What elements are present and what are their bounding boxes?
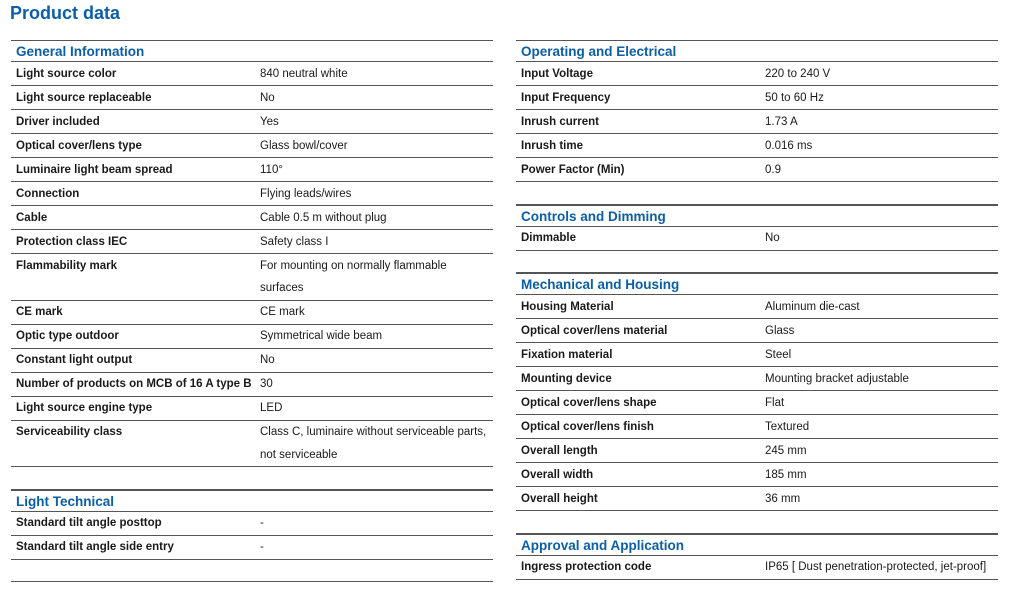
section-spacer [516,182,998,205]
table-row [516,415,998,439]
table-row [11,325,493,349]
section-heading: Controls and Dimming [516,205,998,227]
row-value: 840 neutral white [260,67,348,80]
row-label: Mounting device [521,372,612,385]
row-label: Optical cover/lens shape [521,396,657,409]
section-operating-electrical [516,40,998,205]
section-spacer [516,251,998,274]
table-row [516,295,998,319]
table-row [516,319,998,343]
section-spacer [11,467,493,490]
row-label: Optic type outdoor [16,330,119,342]
table-row [11,182,493,206]
row-label: Number of products on MCB of 16 A type B [16,378,252,390]
row-label: Housing Material [521,300,614,313]
table-row [11,134,493,158]
row-value: No [260,354,275,366]
section-heading: Approval and Application [516,534,998,556]
row-label: Driver included [16,115,100,128]
row-label: Optical cover/lens finish [521,420,654,433]
row-label: Ingress protection code [521,561,652,573]
row-value: Flat [765,396,785,409]
row-value: Textured [765,420,810,433]
table-row [11,62,493,86]
section-spacer [516,511,998,534]
table-row [11,536,493,560]
row-value: No [260,91,275,104]
table-row [11,86,493,110]
section-approval-application [516,534,998,580]
row-value: 30 [260,378,273,390]
row-value: 110° [260,163,283,176]
section-heading: Light Technical [11,490,493,512]
section-heading: Mechanical and Housing [516,273,998,295]
row-label: Input Voltage [521,67,593,80]
row-label: Optical cover/lens material [521,324,668,337]
row-label: Protection class IEC [16,235,128,248]
row-value: - [260,517,264,529]
table-row [516,487,998,511]
section-general-information [11,40,493,490]
row-label: Inrush current [521,115,599,128]
section-mechanical-housing [516,273,998,534]
row-value: 245 mm [765,444,807,457]
row-value: Aluminum die-cast [765,300,860,313]
table-row [11,206,493,230]
row-label: Dimmable [521,232,576,244]
section-light-technical [11,490,493,583]
section-controls-dimming [516,205,998,274]
table-row [516,134,998,158]
table-row [516,439,998,463]
row-value: CE mark [260,306,305,318]
row-label: Light source engine type [16,402,153,414]
table-row [516,556,998,580]
table-row [516,391,998,415]
section-spacer [11,560,493,583]
page-title: Product data [10,3,121,23]
table-row [516,343,998,367]
table-row [11,349,493,373]
row-label: Fixation material [521,348,613,361]
row-label: Overall width [521,468,594,481]
row-value: 185 mm [765,468,807,481]
row-value: No [765,232,780,244]
row-label: Input Frequency [521,91,611,104]
row-value: 0.016 ms [765,139,813,152]
table-row [11,421,493,468]
row-label: Cable [16,211,48,224]
row-value: Mounting bracket adjustable [765,372,909,385]
row-label: Standard tilt angle side entry [16,541,174,553]
table-row [11,397,493,421]
table-row [516,62,998,86]
row-value: Symmetrical wide beam [260,330,383,342]
right-column [516,40,998,580]
row-label: Inrush time [521,139,583,152]
row-value: For mounting on normally flammable surfaces [260,259,447,294]
row-label: Light source replaceable [16,91,152,104]
left-column [11,40,493,582]
row-label: Overall length [521,444,598,457]
row-value: Cable 0.5 m without plug [260,211,387,224]
row-value: IP65 [ Dust penetration-protected, jet-proof] [765,561,987,573]
section-heading: Operating and Electrical [516,40,998,62]
table-row [11,230,493,254]
row-label: Luminaire light beam spread [16,163,173,176]
table-row [516,367,998,391]
row-value: 36 mm [765,492,801,505]
row-value: Class C, luminaire without serviceable parts, not serviceable [260,426,487,461]
table-row [11,254,493,301]
table-row [11,301,493,325]
row-value: 50 to 60 Hz [765,91,824,104]
row-label: Flammability mark [16,259,117,272]
row-value: Glass bowl/cover [260,139,348,152]
table-row [516,463,998,487]
row-value: Safety class I [260,235,329,248]
table-row [516,110,998,134]
row-value: Steel [765,348,792,361]
row-value: Flying leads/wires [260,187,352,200]
row-value: LED [260,402,283,414]
row-label: Standard tilt angle posttop [16,517,162,529]
row-value: 0.9 [765,163,781,176]
row-label: Overall height [521,492,598,505]
row-value: Yes [260,115,279,128]
table-row [11,512,493,536]
table-row [11,110,493,134]
row-label: Connection [16,187,80,200]
row-label: Optical cover/lens type [16,139,142,152]
row-label: Light source color [16,67,117,80]
row-value: 1.73 A [765,115,798,128]
row-value: 220 to 240 V [765,67,831,80]
table-row [516,158,998,182]
row-label: Constant light output [16,354,133,366]
table-row [11,158,493,182]
row-label: Serviceability class [16,426,123,438]
row-value: - [260,541,264,553]
table-row [11,373,493,397]
row-label: Power Factor (Min) [521,163,625,176]
row-value: Glass [765,324,795,337]
section-heading: General Information [11,40,493,62]
table-row [516,227,998,251]
row-label: CE mark [16,306,63,318]
table-row [516,86,998,110]
